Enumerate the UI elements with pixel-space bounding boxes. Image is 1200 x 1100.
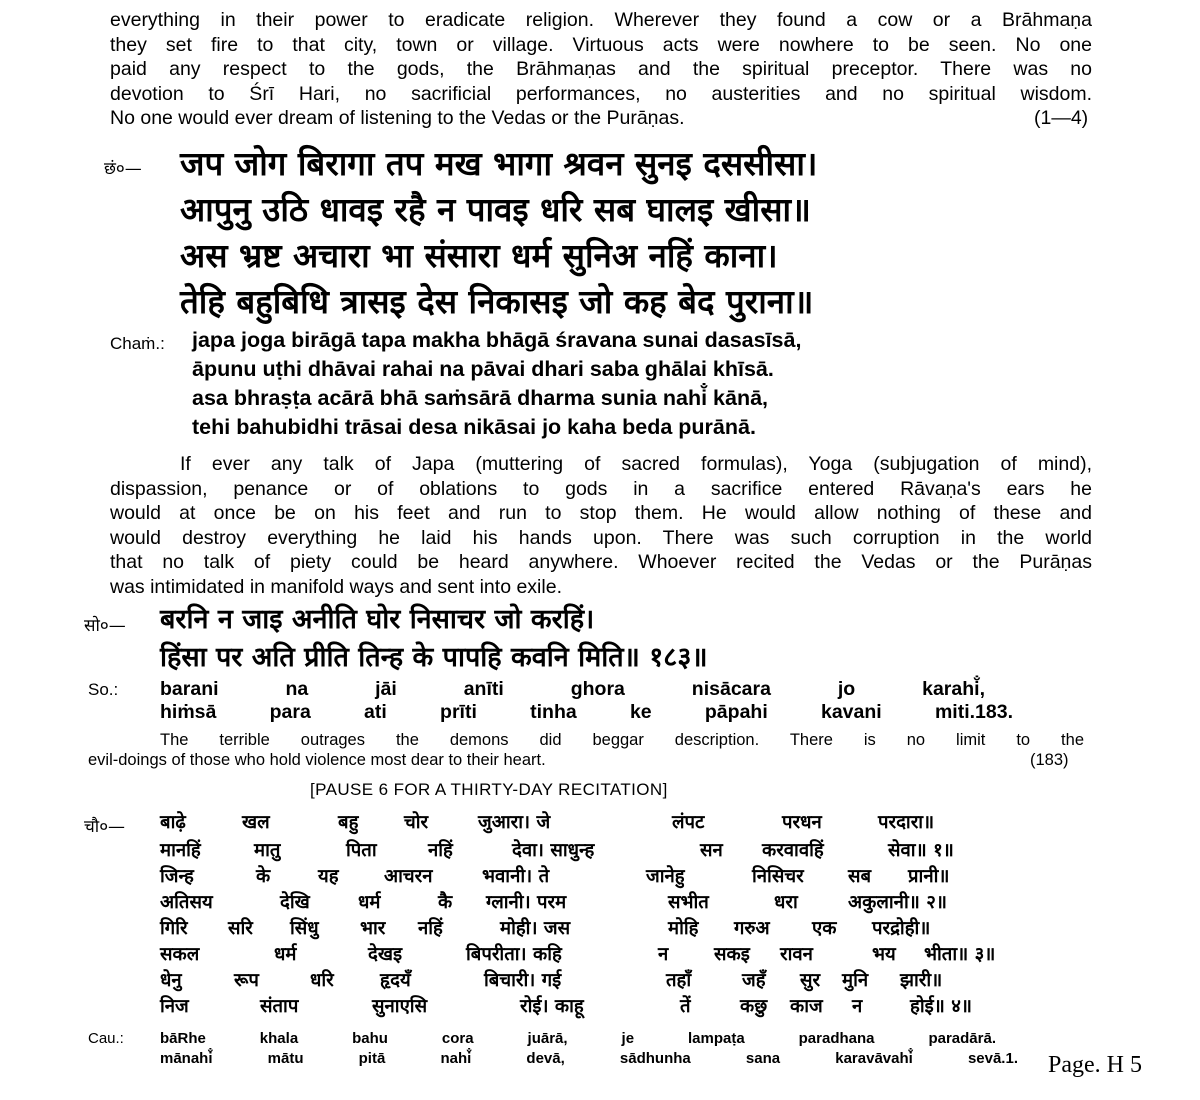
chaupai-word: बिपरीता। कहि	[466, 944, 562, 965]
top-prose	[110, 8, 1092, 131]
chhand-translit-line: japa joga birāgā tapa makha bhāgā śravana sunai dasasīsā,	[192, 328, 802, 352]
chaupai-translit-line: mānahi̐ mātu pitā nahi̐ devā, sādhunha sana karavāvahi̐ sevā.1.	[160, 1050, 1018, 1067]
chaupai-word: झारी॥	[900, 970, 943, 991]
chaupai-word: गरुअ	[734, 918, 770, 939]
sortha-label: सो०—	[84, 616, 126, 636]
chaupai-word: देखि	[280, 892, 310, 913]
chaupai-word: देवा। साधुन्ह	[512, 840, 595, 861]
chaupai-word: बिचारी। गई	[484, 970, 562, 991]
chaupai-word: परधन	[782, 812, 822, 833]
translation-line: dispassion, penance or of oblations to gods in a sacrifice entered Rāvaṇa's ears he	[110, 477, 1092, 500]
chaupai-word: कै	[438, 892, 453, 913]
chaupai-word: के	[256, 866, 271, 887]
chaupai-word: सकल	[160, 944, 200, 965]
chaupai-word: सभीत	[668, 892, 709, 913]
chaupai-word: एक	[812, 918, 837, 939]
translation-line: would at once be on his feet and run to stop them. He would allow nothing of these and	[110, 502, 1092, 524]
pause-heading: [PAUSE 6 FOR A THIRTY-DAY RECITATION]	[310, 780, 668, 799]
chaupai-word: सन	[700, 840, 723, 861]
chaupai-word: देखइ	[368, 944, 403, 965]
chaupai-word: मातु	[254, 840, 281, 861]
chhand-line: तेहि बहुबिधि त्रासइ देस निकासइ जो कह बेद पुराना॥	[180, 282, 814, 321]
chaupai-word: भय	[872, 944, 896, 965]
chhand-translit-label: Chaṁ.:	[110, 334, 165, 353]
page-number: Page. H 5	[1048, 1052, 1142, 1078]
chaupai-word: भार	[360, 918, 386, 939]
chaupai-word: बाढ़े	[160, 812, 186, 833]
prose-line: they set fire to that city, town or village. Virtuous acts were nowhere to be seen. No one	[110, 33, 1092, 56]
chaupai-word: सब	[848, 866, 872, 887]
chaupai-word: करवावहिं	[762, 840, 824, 861]
chaupai-word: धरि	[310, 970, 334, 991]
chaupai-word: संताप	[260, 996, 299, 1017]
chaupai-row	[160, 942, 1018, 968]
chaupai-translit-line: bāRhe khala bahu cora juārā, je lampaṭa paradhana paradārā.	[160, 1030, 996, 1047]
chaupai-word: जिन्ह	[160, 866, 194, 887]
translation-line: would destroy everything he laid his hands upon. There was such corruption in the world	[110, 526, 1092, 549]
chaupai-word: आचरन	[384, 866, 433, 887]
chaupai-word: नहिं	[428, 840, 453, 861]
chaupai-word: होई॥ ४॥	[910, 996, 972, 1017]
chaupai-label: चौ०—	[84, 817, 126, 837]
chhand-label: छं०—	[104, 159, 142, 179]
chaupai-word: धर्म	[358, 892, 381, 913]
chaupai-word: लंपट	[672, 812, 705, 833]
chhand-translit-line: tehi bahubidhi trāsai desa nikāsai jo kaha beda purānā.	[192, 415, 756, 439]
translation-line: evil-doings of those who hold violence most dear to their heart.	[88, 751, 546, 769]
chaupai-word: परद्रोही॥	[872, 918, 931, 939]
chaupai-word: न	[658, 944, 669, 965]
chaupai-word: जहँ	[742, 970, 766, 991]
chaupai-word: रोई। काहू	[520, 996, 584, 1017]
chaupai-word: काज	[790, 996, 823, 1017]
chaupai-word: यह	[318, 866, 339, 887]
chaupai-word: धेनु	[160, 970, 182, 991]
chaupai-word: बहु	[338, 812, 359, 833]
chaupai-row	[160, 864, 1018, 890]
sortha-line: बरनि न जाइ अनीति घोर निसाचर जो करहिं।	[160, 604, 595, 635]
chaupai-word: परदारा॥	[878, 812, 935, 833]
chhand-line: जप जोग बिरागा तप मख भागा श्रवन सुनइ दससीसा।	[180, 144, 818, 183]
chaupai-word: पिता	[346, 840, 377, 861]
chaupai-word: न	[852, 996, 863, 1017]
chaupai-row	[160, 838, 1018, 864]
chaupai-word: नहिं	[418, 918, 443, 939]
chaupai-word: सकइ	[714, 944, 750, 965]
translation-line: If ever any talk of Japa (muttering of sacred formulas), Yoga (subjugation of mind),	[180, 453, 1092, 475]
chaupai-word: मानहिं	[160, 840, 201, 861]
sortha-translit-line: barani na jāi anīti ghora nisācara jo karahi̐,	[160, 678, 985, 700]
chaupai-word: कछु	[740, 996, 768, 1017]
sortha-translit-label: So.:	[88, 680, 119, 699]
prose-line: No one would ever dream of listening to the Vedas or the Purāṇas.	[110, 107, 685, 129]
chaupai-word: प्रानी॥	[908, 866, 950, 887]
sortha-translit-line: hiṁsā para ati prīti tinha ke pāpahi kavani miti.183.	[160, 701, 1013, 723]
chaupai-word: धर्म	[274, 944, 297, 965]
chaupai-word: सिंधु	[290, 918, 319, 939]
chhand-line: अस भ्रष्ट अचारा भा संसारा धर्म सुनिअ नहिं काना।	[180, 236, 778, 275]
chhand-line: आपुनु उठि धावइ रहै न पावइ धरि सब घालइ खीसा॥	[180, 190, 811, 229]
prose-line: devotion to Śrī Hari, no sacrificial performances, no austerities and no spiritual wisdom.	[110, 82, 1092, 105]
chaupai-word: ग्लानी। परम	[486, 892, 567, 913]
chaupai-row	[160, 810, 1018, 836]
chhand-translit-line: āpunu uṭhi dhāvai rahai na pāvai dhari saba ghālai khīsā.	[192, 357, 774, 381]
chaupai-word: भवानी। ते	[482, 866, 550, 887]
chaupai-translit-label: Cau.:	[88, 1030, 124, 1047]
chaupai-row	[160, 968, 1018, 994]
chaupai-word: रूप	[234, 970, 259, 991]
sortha-line: हिंसा पर अति प्रीति तिन्ह के पापहि कवनि मिति॥ १८३॥	[160, 642, 708, 673]
chaupai-word: जानेहु	[646, 866, 685, 887]
chhand-translit-line: asa bhraṣṭa acārā bhā saṁsārā dharma sunia nahi̐ kānā,	[192, 386, 769, 410]
chhand-translation	[110, 452, 1092, 599]
prose-line: paid any respect to the gods, the Brāhmaṇas and the spiritual preceptor. There was no	[110, 58, 1092, 80]
chaupai-word: तहाँ	[666, 970, 692, 991]
chaupai-word: जुआरा। जे	[478, 812, 551, 833]
chaupai-word: सुनाएसि	[372, 996, 428, 1017]
sortha-translit	[160, 678, 1013, 724]
chaupai-word: सरि	[228, 918, 253, 939]
translation-line: that no talk of piety could be heard anywhere. Whoever recited the Vedas or the Purāṇas	[110, 551, 1092, 573]
chaupai-translit	[160, 1029, 1018, 1069]
chaupai-row	[160, 994, 1018, 1020]
chaupai-word: चोर	[404, 812, 429, 833]
chaupai-word: मोही। जस	[500, 918, 571, 939]
prose-line: everything in their power to eradicate religion. Wherever they found a cow or a Brāhmaṇa	[110, 9, 1092, 31]
chaupai-word: सुर	[800, 970, 821, 991]
chaupai-word: गिरि	[160, 918, 188, 939]
chaupai-word: निसिचर	[752, 866, 804, 887]
verse-ref: (1—4)	[1034, 107, 1089, 129]
chaupai-row	[160, 916, 1018, 942]
chaupai-word: सेवा॥ १॥	[888, 840, 954, 861]
chaupai-word: निज	[160, 996, 189, 1017]
chaupai-word: मुनि	[842, 970, 869, 991]
chaupai-row	[160, 890, 1018, 916]
translation-line: The terrible outrages the demons did beggar description. There is no limit to the	[160, 731, 1084, 749]
sortha-verse-ref: (183)	[1030, 751, 1069, 769]
chaupai-word: धरा	[774, 892, 798, 913]
chaupai-word: मोहि	[668, 918, 699, 939]
chaupai-word: अकुलानी॥ २॥	[848, 892, 947, 913]
sortha-translation	[88, 730, 1084, 770]
chaupai-word: भीता॥ ३॥	[924, 944, 996, 965]
chaupai-word: तें	[680, 996, 691, 1017]
chaupai-word: हृदयँ	[380, 970, 411, 991]
chaupai-word: अतिसय	[160, 892, 213, 913]
translation-line: was intimidated in manifold ways and sent into exile.	[110, 575, 562, 598]
chaupai-word: रावन	[780, 944, 813, 965]
chaupai-word: खल	[242, 812, 270, 833]
